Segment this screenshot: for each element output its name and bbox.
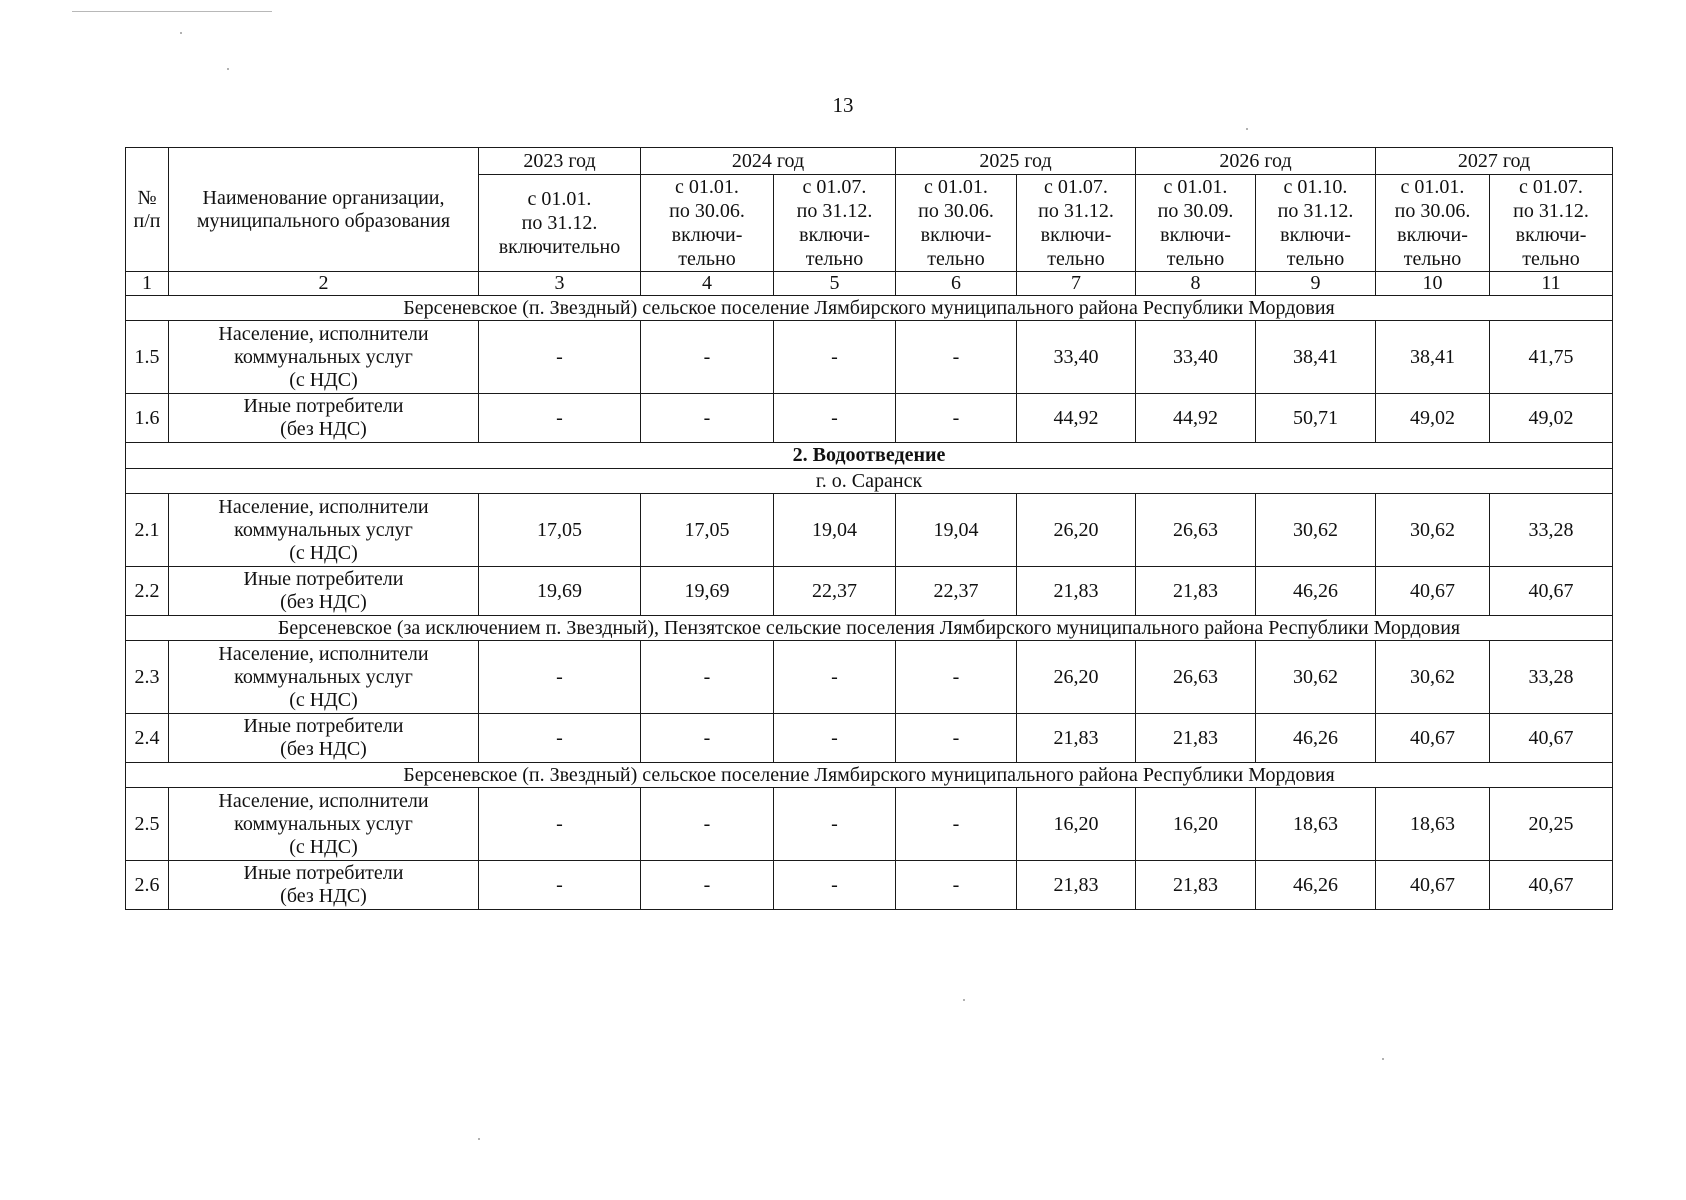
tariff-value-cell: 17,05 <box>641 494 774 567</box>
row-name-cell <box>169 321 479 394</box>
page-number: 13 <box>832 93 854 117</box>
tariff-value-cell: 21,83 <box>1136 714 1256 763</box>
column-index-cell: 2 <box>169 272 479 296</box>
header-period-line: с 01.10. <box>1283 176 1348 198</box>
column-index-cell: 1 <box>126 272 169 296</box>
header-name-cell <box>169 148 479 272</box>
region-title: Берсеневское (п. Звездный) сельское поселение Лямбирского муниципального района Республики Мордовия <box>126 296 1613 321</box>
row-name-cell <box>169 714 479 763</box>
tariff-value-cell: 40,67 <box>1376 567 1490 616</box>
header-period-cell <box>774 175 896 272</box>
tariff-value-cell: 46,26 <box>1256 714 1376 763</box>
table-row <box>126 861 1613 910</box>
tariff-value-cell: - <box>774 321 896 394</box>
tariff-value-cell: 21,83 <box>1017 861 1136 910</box>
header-period-cell <box>479 175 641 272</box>
header-year-2027: 2027 год <box>1376 148 1613 175</box>
tariff-value-cell: - <box>896 394 1017 443</box>
tariff-value-cell: 40,67 <box>1376 861 1490 910</box>
column-index-cell: 9 <box>1256 272 1376 296</box>
tariff-value-cell: - <box>896 321 1017 394</box>
row-name-line: Население, исполнители <box>218 642 429 665</box>
tariff-value-cell: 19,69 <box>479 567 641 616</box>
scan-speck <box>180 32 182 34</box>
header-period-line: тельно <box>1047 248 1105 270</box>
scan-speck <box>227 68 229 70</box>
header-name-label-2: муниципального образования <box>196 209 451 232</box>
header-num-label-1: № <box>137 186 157 209</box>
header-period-line: включительно <box>498 236 621 258</box>
header-year-row <box>126 148 1613 175</box>
scan-speck <box>1246 128 1248 130</box>
header-period-line: включи- <box>1397 224 1468 246</box>
column-index-cell: 3 <box>479 272 641 296</box>
row-number-cell: 2.6 <box>126 861 169 910</box>
header-period-line: тельно <box>678 248 736 270</box>
row-number-cell: 2.4 <box>126 714 169 763</box>
tariff-value-cell: 44,92 <box>1136 394 1256 443</box>
tariff-value-cell: 19,04 <box>774 494 896 567</box>
tariff-value-cell: - <box>479 641 641 714</box>
tariff-value-cell: 20,25 <box>1490 788 1613 861</box>
row-name-line: Население, исполнители <box>218 495 429 518</box>
column-index-cell: 7 <box>1017 272 1136 296</box>
table-row <box>126 321 1613 394</box>
tariff-value-cell: 30,62 <box>1256 641 1376 714</box>
table-row <box>126 394 1613 443</box>
header-period-cell <box>1490 175 1613 272</box>
tariff-value-cell: 18,63 <box>1376 788 1490 861</box>
header-period-line: по 30.06. <box>669 200 745 222</box>
tariff-value-cell: 33,28 <box>1490 641 1613 714</box>
header-period-line: с 01.01. <box>527 188 592 210</box>
tariff-value-cell: 16,20 <box>1017 788 1136 861</box>
tariff-table <box>125 147 1613 910</box>
header-period-line: по 31.12. <box>796 200 873 222</box>
tariff-value-cell: - <box>479 788 641 861</box>
tariff-value-cell: - <box>896 788 1017 861</box>
tariff-value-cell: - <box>641 861 774 910</box>
row-name-line: (без НДС) <box>280 418 367 440</box>
row-name-cell <box>169 394 479 443</box>
tariff-value-cell: 26,20 <box>1017 641 1136 714</box>
tariff-value-cell: 44,92 <box>1017 394 1136 443</box>
scan-speck <box>478 1138 480 1140</box>
row-name-line: коммунальных услуг <box>234 518 413 541</box>
header-name-label-1: Наименование организации, <box>202 186 445 209</box>
row-name-line: (с НДС) <box>289 835 358 858</box>
scan-speck <box>1382 1058 1384 1060</box>
region-title: Берсеневское (за исключением п. Звездный), Пензятское сельские поселения Лямбирского муниципального района Республики Мордовия <box>126 616 1613 641</box>
header-period-cell <box>1376 175 1490 272</box>
tariff-value-cell: 38,41 <box>1376 321 1490 394</box>
tariff-value-cell: 33,28 <box>1490 494 1613 567</box>
table-row <box>126 641 1613 714</box>
row-name-line: (без НДС) <box>280 885 367 907</box>
header-period-line: тельно <box>1166 248 1225 270</box>
tariff-value-cell: 40,67 <box>1490 714 1613 763</box>
tariff-value-cell: 26,20 <box>1017 494 1136 567</box>
header-period-line: по 30.06. <box>1394 200 1471 222</box>
tariff-value-cell: - <box>774 861 896 910</box>
header-period-line: тельно <box>1522 248 1580 270</box>
tariff-value-cell: 38,41 <box>1256 321 1376 394</box>
header-period-line: по 30.06. <box>918 200 994 222</box>
header-num-label-2: п/п <box>133 209 161 232</box>
region-title: Берсеневское (п. Звездный) сельское поселение Лямбирского муниципального района Республики Мордовия <box>126 763 1613 788</box>
row-name-line: (с НДС) <box>289 368 358 391</box>
column-index-cell: 10 <box>1376 272 1490 296</box>
header-period-line: тельно <box>1403 248 1462 270</box>
column-index-cell: 8 <box>1136 272 1256 296</box>
header-period-line: тельно <box>927 248 985 270</box>
row-name-line: (с НДС) <box>289 688 358 711</box>
table-row <box>126 714 1613 763</box>
tariff-value-cell: 19,69 <box>641 567 774 616</box>
row-name-line: Иные потребители <box>243 862 404 884</box>
tariff-value-cell: 17,05 <box>479 494 641 567</box>
tariff-value-cell: 18,63 <box>1256 788 1376 861</box>
header-period-line: включи- <box>671 224 743 246</box>
region-heading-row <box>126 469 1613 494</box>
tariff-value-cell: - <box>896 641 1017 714</box>
section-title: 2. Водоотведение <box>126 443 1613 469</box>
tariff-value-cell: 50,71 <box>1256 394 1376 443</box>
row-name-cell <box>169 494 479 567</box>
tariff-value-cell: 46,26 <box>1256 861 1376 910</box>
row-name-cell <box>169 788 479 861</box>
header-period-line: включи- <box>920 224 992 246</box>
tariff-value-cell: 40,67 <box>1490 861 1613 910</box>
tariff-value-cell: - <box>479 394 641 443</box>
column-index-cell: 4 <box>641 272 774 296</box>
row-name-line: Иные потребители <box>243 568 404 590</box>
table-row <box>126 494 1613 567</box>
table-row <box>126 567 1613 616</box>
tariff-value-cell: - <box>896 861 1017 910</box>
tariff-value-cell: 30,62 <box>1256 494 1376 567</box>
tariff-value-cell: 26,63 <box>1136 494 1256 567</box>
header-num-cell <box>126 148 169 272</box>
row-name-line: Население, исполнители <box>218 789 429 812</box>
tariff-value-cell: 33,40 <box>1017 321 1136 394</box>
tariff-value-cell: - <box>641 714 774 763</box>
header-period-line: с 01.07. <box>1044 176 1108 198</box>
header-period-line: включи- <box>1515 224 1587 246</box>
table-body <box>126 148 1613 910</box>
row-name-line: (с НДС) <box>289 541 358 564</box>
tariff-value-cell: 49,02 <box>1490 394 1613 443</box>
tariff-value-cell: - <box>479 861 641 910</box>
tariff-value-cell: 16,20 <box>1136 788 1256 861</box>
header-period-cell <box>1136 175 1256 272</box>
row-name-line: коммунальных услуг <box>234 665 413 688</box>
tariff-value-cell: 21,83 <box>1136 861 1256 910</box>
region-heading-row <box>126 763 1613 788</box>
tariff-value-cell: 40,67 <box>1376 714 1490 763</box>
row-name-line: Иные потребители <box>243 715 404 737</box>
region-title: г. о. Саранск <box>126 469 1613 494</box>
header-period-line: включи- <box>1040 224 1112 246</box>
header-period-line: включи- <box>1160 224 1231 246</box>
row-name-line: (без НДС) <box>280 738 367 760</box>
column-index-cell: 11 <box>1490 272 1613 296</box>
tariff-value-cell: - <box>774 788 896 861</box>
scan-artifact-line <box>72 11 272 12</box>
tariff-value-cell: - <box>641 641 774 714</box>
header-period-line: включи- <box>1280 224 1351 246</box>
row-name-line: (без НДС) <box>280 591 367 613</box>
header-period-line: с 01.01. <box>1400 176 1465 198</box>
tariff-value-cell: 22,37 <box>774 567 896 616</box>
row-name-line: Иные потребители <box>243 395 404 417</box>
header-year-2023: 2023 год <box>479 148 641 175</box>
tariff-value-cell: - <box>479 321 641 394</box>
row-number-cell: 2.1 <box>126 494 169 567</box>
header-year-2026: 2026 год <box>1136 148 1376 175</box>
header-period-cell <box>1017 175 1136 272</box>
row-name-cell <box>169 641 479 714</box>
header-period-line: с 01.01. <box>1163 176 1228 198</box>
tariff-value-cell: - <box>641 788 774 861</box>
tariff-value-cell: 21,83 <box>1017 714 1136 763</box>
header-period-line: по 31.12. <box>1038 200 1114 222</box>
tariff-value-cell: 22,37 <box>896 567 1017 616</box>
header-period-line: тельно <box>805 248 864 270</box>
tariff-value-cell: 41,75 <box>1490 321 1613 394</box>
tariff-value-cell: - <box>479 714 641 763</box>
header-period-line: по 31.12. <box>1277 200 1354 222</box>
tariff-value-cell: 30,62 <box>1376 494 1490 567</box>
tariff-value-cell: - <box>641 321 774 394</box>
tariff-value-cell: 46,26 <box>1256 567 1376 616</box>
tariff-value-cell: 30,62 <box>1376 641 1490 714</box>
tariff-value-cell: 21,83 <box>1136 567 1256 616</box>
header-period-cell <box>896 175 1017 272</box>
header-period-line: с 01.07. <box>1519 176 1583 198</box>
header-column-index-row <box>126 272 1613 296</box>
tariff-value-cell: 33,40 <box>1136 321 1256 394</box>
header-period-line: тельно <box>1286 248 1345 270</box>
header-period-line: по 30.09. <box>1157 200 1234 222</box>
tariff-value-cell: - <box>896 714 1017 763</box>
tariff-value-cell: - <box>774 394 896 443</box>
header-period-line: включи- <box>799 224 870 246</box>
tariff-value-cell: 40,67 <box>1490 567 1613 616</box>
header-period-line: с 01.07. <box>802 176 867 198</box>
tariff-value-cell: 26,63 <box>1136 641 1256 714</box>
header-period-line: по 31.12. <box>521 212 598 234</box>
region-heading-row <box>126 296 1613 321</box>
row-number-cell: 2.2 <box>126 567 169 616</box>
header-period-cell <box>1256 175 1376 272</box>
header-period-line: по 31.12. <box>1513 200 1589 222</box>
tariff-value-cell: 19,04 <box>896 494 1017 567</box>
row-name-line: коммунальных услуг <box>234 345 413 368</box>
tariff-value-cell: - <box>774 714 896 763</box>
header-period-line: с 01.01. <box>924 176 988 198</box>
header-period-line: с 01.01. <box>675 176 739 198</box>
row-number-cell: 1.6 <box>126 394 169 443</box>
row-number-cell: 1.5 <box>126 321 169 394</box>
header-year-2025: 2025 год <box>896 148 1136 175</box>
tariff-value-cell: 49,02 <box>1376 394 1490 443</box>
column-index-cell: 5 <box>774 272 896 296</box>
row-name-line: коммунальных услуг <box>234 812 413 835</box>
header-year-2024: 2024 год <box>641 148 896 175</box>
tariff-value-cell: - <box>774 641 896 714</box>
section-heading-row <box>126 443 1613 469</box>
tariff-value-cell: 21,83 <box>1017 567 1136 616</box>
scan-speck <box>963 999 965 1001</box>
row-name-line: Население, исполнители <box>218 322 429 345</box>
region-heading-row <box>126 616 1613 641</box>
row-number-cell: 2.3 <box>126 641 169 714</box>
row-name-cell <box>169 567 479 616</box>
column-index-cell: 6 <box>896 272 1017 296</box>
row-name-cell <box>169 861 479 910</box>
row-number-cell: 2.5 <box>126 788 169 861</box>
table-row <box>126 788 1613 861</box>
tariff-value-cell: - <box>641 394 774 443</box>
header-period-cell <box>641 175 774 272</box>
